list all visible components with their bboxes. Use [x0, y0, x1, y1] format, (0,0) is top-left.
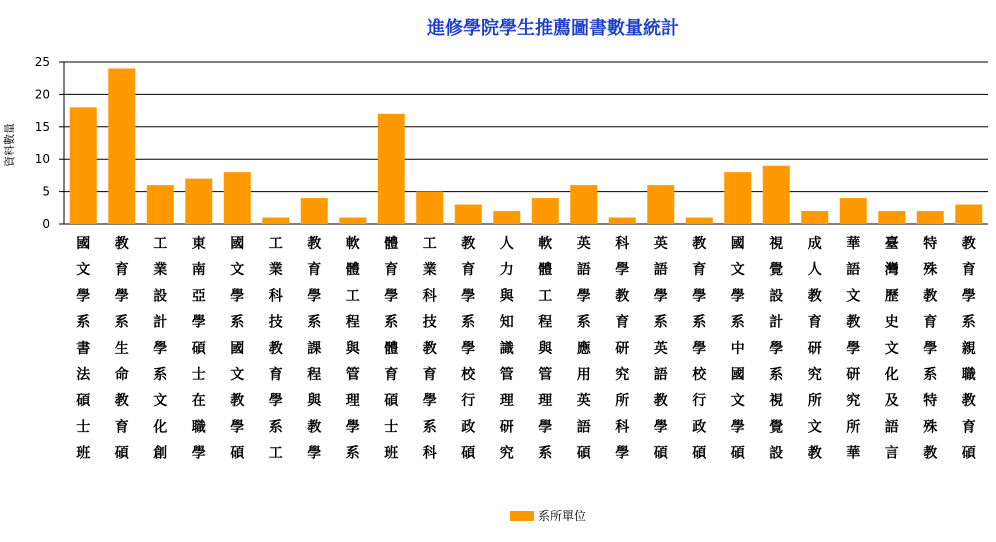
y-tick-label: 0: [42, 217, 50, 231]
x-tick-label: 工業科技教育學系科: [422, 236, 437, 462]
x-tick-label: 東南亞學碩士在職學: [191, 236, 206, 462]
bar: [686, 218, 713, 224]
bar: [378, 114, 405, 224]
x-tick-label: 體育學系體育碩士班: [384, 236, 399, 462]
x-tick-label: 臺灣歷史文化及語言: [884, 236, 899, 462]
x-tick-label: 國文學系中國文學碩: [730, 236, 745, 462]
x-tick-label: 科學教育研究所科學: [615, 236, 630, 462]
y-tick-label: 5: [42, 184, 50, 199]
bar: [724, 172, 751, 224]
bar: [301, 198, 328, 224]
x-tick-label: 教育學系親職教育碩: [961, 236, 976, 462]
bar: [763, 166, 790, 224]
y-tick-label: 10: [34, 152, 50, 167]
x-tick-label: 特殊教育學系特殊教: [923, 236, 938, 462]
x-tick-label: 華語文教學研究所華: [846, 236, 861, 462]
x-tick-label: 工業設計學系文化創: [153, 236, 168, 462]
bar: [955, 205, 982, 224]
x-tick-label: 軟體工程與管理學系: [345, 236, 360, 462]
bar: [801, 211, 828, 224]
legend: [510, 509, 586, 523]
x-tick-label: 教育學系學校行政碩: [692, 236, 707, 462]
y-axis-label: 資料數量: [3, 123, 16, 167]
bar: [917, 211, 944, 224]
bar: [455, 205, 482, 224]
x-tick-label: 英語學系英語教學碩: [653, 236, 668, 462]
x-tick-label: 教育學系學校行政碩: [461, 236, 476, 462]
bar: [609, 218, 636, 224]
x-tick-label: 教育學系課程與教學: [307, 236, 322, 462]
bar: [647, 185, 674, 224]
x-tick-label: 國文學系書法碩士班: [76, 236, 91, 462]
legend-swatch: [510, 511, 534, 521]
bar: [570, 185, 597, 224]
y-tick-label: 25: [34, 55, 50, 69]
legend-label: 系所單位: [538, 509, 587, 523]
bar: [224, 172, 251, 224]
x-tick-label: 工業科技教育學系工: [268, 236, 283, 462]
y-tick-label: 20: [34, 87, 50, 102]
bar: [339, 218, 366, 224]
x-tick-label: 英語學系應用英語碩: [576, 236, 591, 462]
bar: [493, 211, 520, 224]
bar: [147, 185, 174, 224]
bar: [70, 107, 97, 224]
bar: [416, 192, 443, 224]
bar: [262, 218, 289, 224]
bars: [70, 68, 983, 224]
category-labels: [75, 235, 977, 462]
bar: [185, 179, 212, 224]
x-tick-label: 人力與知識管理研究: [499, 236, 514, 462]
x-tick-label: 國文學系國文教學碩: [230, 236, 245, 462]
y-tick-label: 15: [34, 119, 50, 134]
bar: [532, 198, 559, 224]
bar: [108, 68, 135, 224]
x-tick-label: 教育學系生命教育碩: [114, 236, 129, 462]
bar: [840, 198, 867, 224]
bar: [878, 211, 905, 224]
x-tick-label: 軟體工程與管理學系: [538, 236, 553, 462]
x-tick-label: 視覺設計學系視覺設: [769, 236, 784, 462]
x-tick-label: 成人教育研究所文教: [807, 236, 822, 462]
chart-title: 進修學院學生推薦圖書數量統計: [427, 18, 679, 39]
y-axis-ticks: [35, 55, 64, 231]
